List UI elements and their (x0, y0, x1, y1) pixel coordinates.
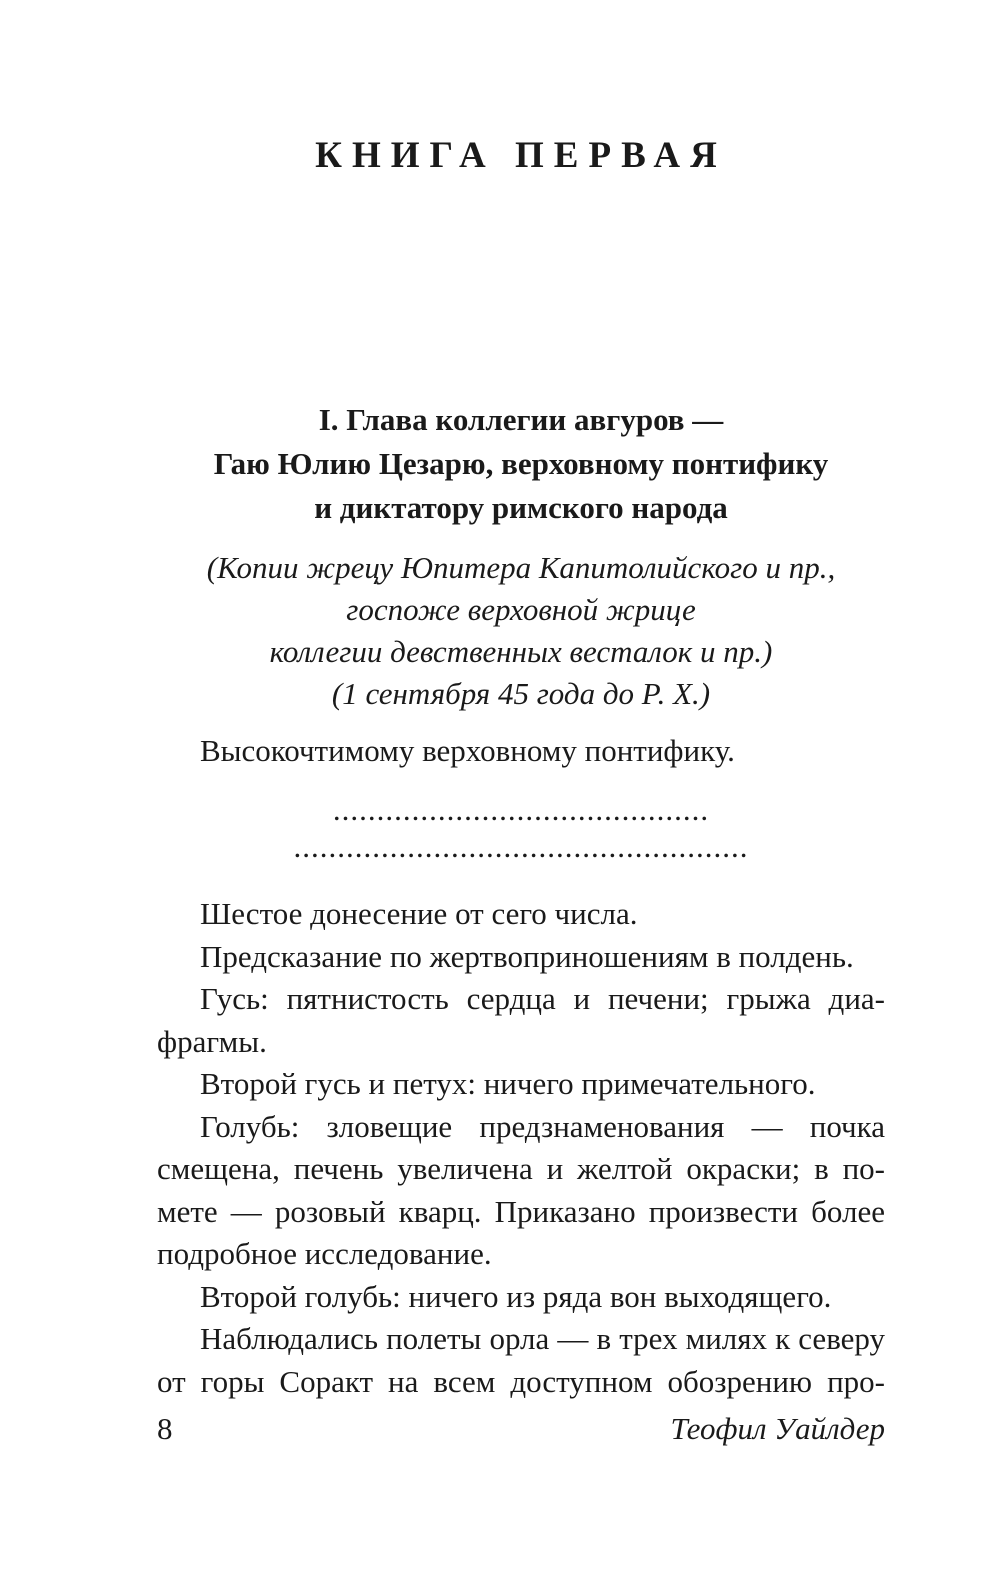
omission-dots: .................................................... (293, 829, 749, 864)
chapter-heading-line: Гаю Юлию Цезарю, верховному понтифику (213, 446, 829, 481)
paragraph (157, 1276, 885, 1319)
omission-dots: ........................................... (332, 792, 710, 827)
text-line: Наблюдались полеты орла — в трех милях к северу (200, 1321, 885, 1356)
paragraph (157, 893, 885, 936)
text-line: фрагмы. (157, 1023, 267, 1059)
text-line: мете — розовый кварц. Приказано произвести более (157, 1193, 885, 1229)
text-line: смещена, печень увеличена и желтой окраски; в по- (157, 1151, 885, 1186)
paragraph (157, 1063, 885, 1106)
book-title: КНИГА ПЕРВАЯ (315, 135, 727, 176)
text-line: Голубь: зловещие предзнаменования — почка (200, 1108, 885, 1144)
chapter-copies-note (157, 547, 885, 715)
text-line: от горы Соракт на всем доступном обозрению про- (157, 1363, 885, 1399)
paragraph (157, 936, 885, 979)
chapter-heading-line: I. Глава коллегии авгуров — (318, 402, 724, 437)
text-line: Предсказание по жертвоприношениям в полдень. (200, 938, 854, 974)
text-line: подробное исследование. (157, 1236, 492, 1271)
paragraph (157, 978, 885, 1063)
text-line: Гусь: пятнистость сердца и печени; грыжа диа- (200, 981, 885, 1016)
body-text (157, 893, 885, 1403)
book-page (157, 0, 885, 1583)
chapter-heading (157, 398, 885, 530)
copies-line: (1 сентября 45 года до Р. Х.) (331, 676, 711, 711)
copies-line: госпоже верховной жрице (346, 592, 696, 627)
copies-line: (Копии жрецу Юпитера Капитолийского и пр., (206, 550, 836, 585)
paragraph (157, 1106, 885, 1276)
text-line: Второй голубь: ничего из ряда вон выходящего. (200, 1278, 832, 1314)
text-line: Шестое донесение от сего числа. (200, 896, 638, 931)
salutation: Высокочтимому верховному понтифику. (200, 733, 735, 768)
page-number: 8 (157, 1411, 173, 1446)
paragraph (157, 1318, 885, 1403)
running-footer-author: Теофил Уайлдер (670, 1411, 885, 1446)
text-line: Второй гусь и петух: ничего примечательного. (200, 1066, 816, 1101)
copies-line: коллегии девственных весталок и пр.) (269, 634, 773, 669)
chapter-heading-line: и диктатору римского народа (314, 490, 728, 525)
